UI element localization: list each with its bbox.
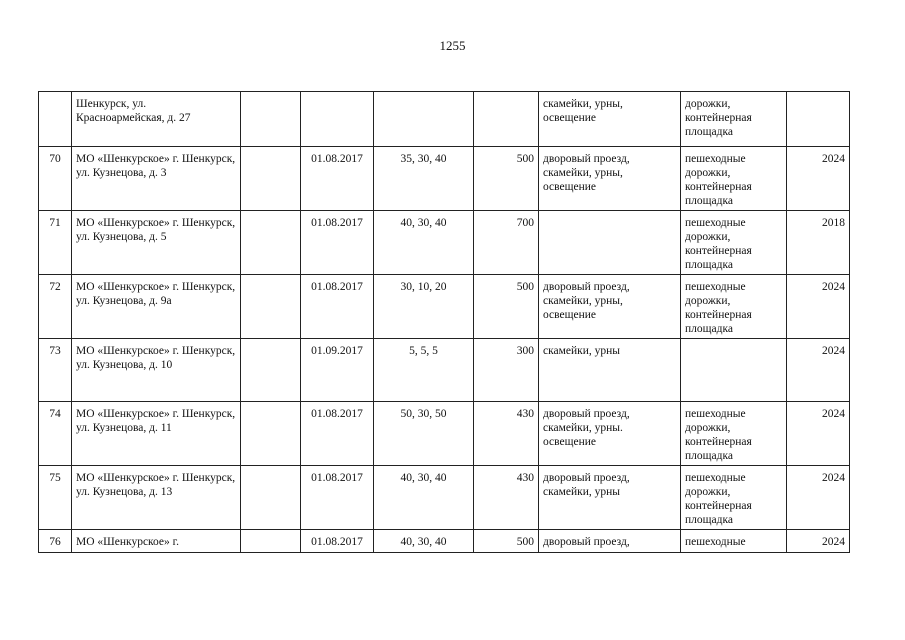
row-number xyxy=(39,92,72,147)
row-additional: пешеходные дорожки, контейнерная площадка xyxy=(681,211,787,275)
table-row xyxy=(39,466,850,530)
row-year: 2018 xyxy=(787,211,850,275)
row-area: 30, 10, 20 xyxy=(374,275,474,339)
row-address: МО «Шенкурское» г. xyxy=(72,530,241,553)
row-blank-cell xyxy=(241,92,301,147)
row-address: МО «Шенкурское» г. Шенкурск, ул. Кузнецова, д. 11 xyxy=(72,402,241,466)
row-number: 73 xyxy=(39,339,72,402)
row-additional: пешеходные xyxy=(681,530,787,553)
row-date xyxy=(301,92,374,147)
row-area: 35, 30, 40 xyxy=(374,147,474,211)
row-date: 01.09.2017 xyxy=(301,339,374,402)
row-address: МО «Шенкурское» г. Шенкурск, ул. Кузнецова, д. 5 xyxy=(72,211,241,275)
register-table xyxy=(38,91,850,553)
row-blank-cell xyxy=(241,339,301,402)
row-date: 01.08.2017 xyxy=(301,530,374,553)
row-number: 74 xyxy=(39,402,72,466)
row-capacity: 500 xyxy=(474,275,539,339)
row-address: МО «Шенкурское» г. Шенкурск, ул. Кузнецова, д. 9а xyxy=(72,275,241,339)
table-row xyxy=(39,147,850,211)
row-works xyxy=(539,211,681,275)
row-additional: пешеходные дорожки, контейнерная площадка xyxy=(681,402,787,466)
row-works: скамейки, урны, освещение xyxy=(539,92,681,147)
table-row xyxy=(39,211,850,275)
row-year: 2024 xyxy=(787,339,850,402)
row-capacity: 430 xyxy=(474,466,539,530)
table-row xyxy=(39,402,850,466)
row-blank-cell xyxy=(241,402,301,466)
row-area: 40, 30, 40 xyxy=(374,211,474,275)
row-capacity xyxy=(474,92,539,147)
row-additional xyxy=(681,339,787,402)
table-row xyxy=(39,530,850,553)
row-blank-cell xyxy=(241,466,301,530)
row-number: 72 xyxy=(39,275,72,339)
row-number: 70 xyxy=(39,147,72,211)
row-number: 76 xyxy=(39,530,72,553)
row-address: Шенкурск, ул. Красноармейская, д. 27 xyxy=(72,92,241,147)
row-date: 01.08.2017 xyxy=(301,147,374,211)
row-year: 2024 xyxy=(787,402,850,466)
row-year xyxy=(787,92,850,147)
row-works: дворовый проезд, скамейки, урны. освещение xyxy=(539,402,681,466)
row-blank-cell xyxy=(241,530,301,553)
row-address: МО «Шенкурское» г. Шенкурск, ул. Кузнецова, д. 3 xyxy=(72,147,241,211)
row-works: скамейки, урны xyxy=(539,339,681,402)
row-address: МО «Шенкурское» г. Шенкурск, ул. Кузнецова, д. 13 xyxy=(72,466,241,530)
row-additional: пешеходные дорожки, контейнерная площадка xyxy=(681,147,787,211)
row-capacity: 500 xyxy=(474,147,539,211)
row-blank-cell xyxy=(241,211,301,275)
row-area: 50, 30, 50 xyxy=(374,402,474,466)
page-number: 1255 xyxy=(439,38,466,53)
row-works: дворовый проезд, скамейки, урны, освещение xyxy=(539,147,681,211)
row-number: 75 xyxy=(39,466,72,530)
row-capacity: 430 xyxy=(474,402,539,466)
row-works: дворовый проезд, xyxy=(539,530,681,553)
row-year: 2024 xyxy=(787,530,850,553)
row-additional: дорожки, контейнерная площадка xyxy=(681,92,787,147)
table-row xyxy=(39,339,850,402)
row-date: 01.08.2017 xyxy=(301,275,374,339)
row-additional: пешеходные дорожки, контейнерная площадка xyxy=(681,466,787,530)
row-address: МО «Шенкурское» г. Шенкурск, ул. Кузнецова, д. 10 xyxy=(72,339,241,402)
row-area xyxy=(374,92,474,147)
row-area: 5, 5, 5 xyxy=(374,339,474,402)
row-capacity: 700 xyxy=(474,211,539,275)
row-works: дворовый проезд, скамейки, урны, освещение xyxy=(539,275,681,339)
row-year: 2024 xyxy=(787,466,850,530)
row-year: 2024 xyxy=(787,147,850,211)
row-date: 01.08.2017 xyxy=(301,402,374,466)
row-area: 40, 30, 40 xyxy=(374,530,474,553)
table-row xyxy=(39,275,850,339)
table-row xyxy=(39,92,850,147)
row-date: 01.08.2017 xyxy=(301,466,374,530)
row-blank-cell xyxy=(241,147,301,211)
row-additional: пешеходные дорожки, контейнерная площадка xyxy=(681,275,787,339)
row-capacity: 300 xyxy=(474,339,539,402)
row-area: 40, 30, 40 xyxy=(374,466,474,530)
row-number: 71 xyxy=(39,211,72,275)
row-date: 01.08.2017 xyxy=(301,211,374,275)
row-works: дворовый проезд, скамейки, урны xyxy=(539,466,681,530)
row-blank-cell xyxy=(241,275,301,339)
row-year: 2024 xyxy=(787,275,850,339)
row-capacity: 500 xyxy=(474,530,539,553)
